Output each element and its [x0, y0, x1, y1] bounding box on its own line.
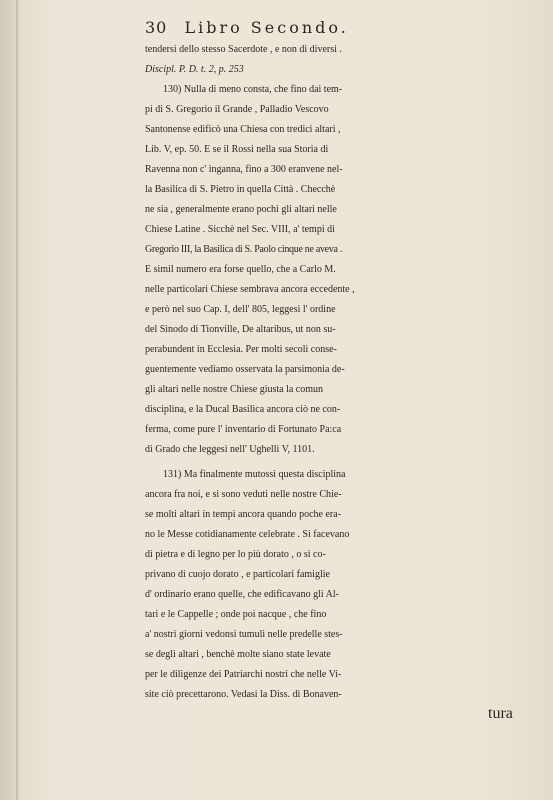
text-line: Ravenna non c' inganna, fino a 300 eranvene nel-: [145, 164, 343, 175]
text-line: 131) Ma finalmente mutossi questa disciplina: [163, 469, 346, 480]
catchword: tura: [488, 705, 513, 722]
text-line: se degli altari , benchè molte siano state levate: [145, 649, 331, 660]
text-line: Lib. V, ep. 50. E se il Rossi nella sua Storia di: [145, 144, 329, 155]
text-line: guentemente vediamo osservata la parsimonia de-: [145, 364, 345, 375]
text-line: nelle particolari Chiese sembrava ancora eccedente ,: [145, 284, 355, 295]
text-line: privano di cuojo dorato , e particolari famiglie: [145, 569, 330, 580]
text-line: Chiese Latine . Sicchè nel Sec. VIII, a' tempi di: [145, 224, 335, 235]
text-line: perabundent in Ecclesia. Per molti secoli conse-: [145, 344, 337, 355]
text-line: 130) Nulla di meno consta, che fino dai tem-: [163, 84, 343, 95]
text-line: del Sinodo di Tionville, De altaribus, ut non su-: [145, 324, 336, 335]
text-line: a' nostri giorni vedonsi tumuli nelle predelle stes-: [145, 629, 343, 640]
text-line: ferma, come pure l' inventario di Fortunato Pa:ca: [145, 424, 342, 435]
text-line: tari e le Cappelle ; onde poi nacque , che fino: [145, 609, 327, 620]
text-line: ancora fra noi, e si sono veduti nelle nostre Chie-: [145, 489, 342, 500]
text-line: pi di S. Gregorio il Grande , Palladio Vescovo: [145, 104, 329, 115]
text-line: la Basilica di S. Pietro in quella Città . Checchè: [145, 184, 336, 195]
text-line: per le diligenze dei Patriarchi nostri che nelle Vi-: [145, 669, 342, 680]
text-line: ne sia , generalmente erano pochi gli altari nelle: [145, 204, 337, 215]
text-line: di Grado che leggesi nell' Ughelli V, 1101.: [145, 444, 315, 455]
text-line: site ciò precettarono. Vedasi la Diss. di Bonaven-: [145, 689, 342, 700]
text-line: d' ordinario erano quelle, che edificavano gli Al-: [145, 589, 339, 600]
running-title: Libro Secondo.: [184, 18, 349, 37]
text-line: tendersi dello stesso Sacerdote , e non di diversi .: [145, 44, 342, 55]
text-line: se molti altari in tempi ancora quando poche era-: [145, 509, 342, 520]
text-line: di pietra e di legno per lo più dorato , o si co-: [145, 549, 326, 560]
text-line: E simil numero era forse quello, che a Carlo M.: [145, 264, 336, 275]
text-line: Discipl. P. D. t. 2, p. 253: [145, 64, 244, 75]
running-header: [145, 18, 515, 37]
text-line: Santonense edificò una Chiesa con tredici altari ,: [145, 124, 341, 135]
page-gutter-shadow: [16, 0, 18, 800]
page-number: 30: [145, 18, 168, 37]
text-line: no le Messe cotidianamente celebrate . Si facevano: [145, 529, 350, 540]
text-line: Gregorio III, la Basilica di S. Paolo cinque ne aveva .: [145, 244, 343, 255]
text-line: e però nel suo Cap. I, dell' 805, leggesi l' ordine: [145, 304, 336, 315]
text-line: gli altari nelle nostre Chiese giusta la comun: [145, 384, 324, 395]
text-line: disciplina, e la Ducal Basilica ancora ciò ne con-: [145, 404, 341, 415]
